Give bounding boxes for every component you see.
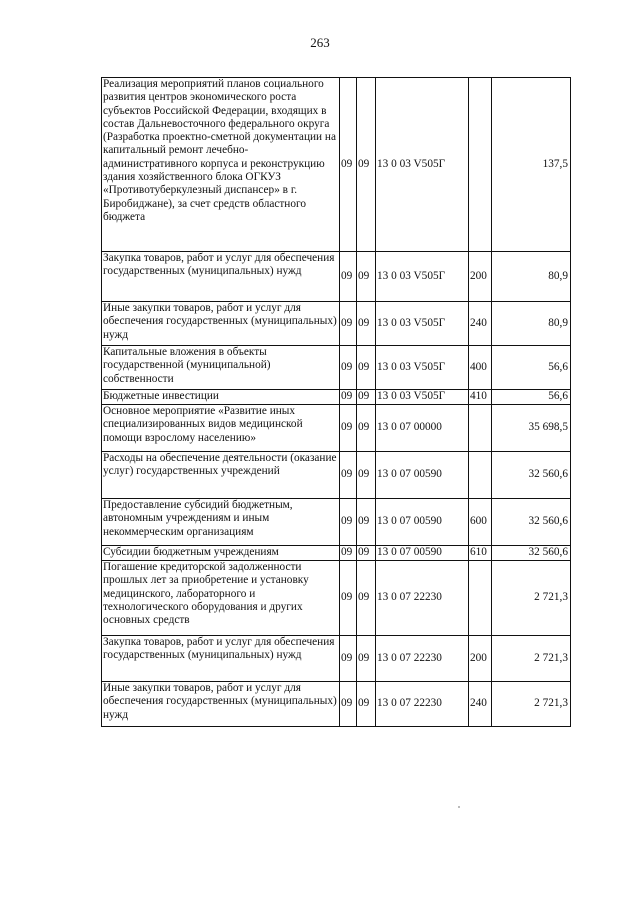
- target-article-code: 13 0 07 00590: [376, 499, 469, 546]
- target-article-code: 13 0 03 V505Г: [376, 346, 469, 390]
- expense-type-code: [469, 561, 492, 636]
- table-row: [102, 302, 571, 346]
- target-article-code: 13 0 07 22230: [376, 682, 469, 727]
- ministry-code: 09: [340, 546, 357, 561]
- ministry-code: 09: [340, 452, 357, 499]
- ministry-code: 09: [340, 390, 357, 405]
- page-number: 263: [310, 35, 330, 50]
- row-name: Иные закупки товаров, работ и услуг для обеспечения государственных (муниципальных) нужд: [102, 682, 340, 727]
- budget-table-body: [102, 78, 571, 727]
- section-code: 09: [357, 561, 376, 636]
- target-article-code: 13 0 07 22230: [376, 561, 469, 636]
- amount: 137,5: [492, 78, 571, 252]
- section-code: 09: [357, 546, 376, 561]
- row-name: Иные закупки товаров, работ и услуг для обеспечения государственных (муниципальных) нужд: [102, 302, 340, 346]
- row-name: Предоставление субсидий бюджетным, автономным учреждениям и иным некоммерческим организациям: [102, 499, 340, 546]
- row-name: Субсидии бюджетным учреждениям: [102, 546, 340, 561]
- expense-type-code: 200: [469, 636, 492, 682]
- expense-type-code: 400: [469, 346, 492, 390]
- amount: 2 721,3: [492, 561, 571, 636]
- amount: 32 560,6: [492, 546, 571, 561]
- section-code: 09: [357, 252, 376, 302]
- table-row: [102, 346, 571, 390]
- section-code: 09: [357, 390, 376, 405]
- row-name: Закупка товаров, работ и услуг для обеспечения государственных (муниципальных) нужд: [102, 636, 340, 682]
- section-code: 09: [357, 499, 376, 546]
- section-code: 09: [357, 346, 376, 390]
- row-name: Реализация мероприятий планов социального развития центров экономического роста субъектов Российской Федерации, входящих в состав Дальневосточного федерального округа (Разработка проектно-сметной документации на капитальный ремонт лечебно-административного корпуса и реконструкцию здания хозяйственного блока ОГКУЗ «Противотуберкулезный диспансер» в г. Биробиджане), за счет средств областного бюджета: [102, 78, 340, 252]
- expense-type-code: 600: [469, 499, 492, 546]
- table-row: [102, 252, 571, 302]
- amount: 80,9: [492, 252, 571, 302]
- section-code: 09: [357, 78, 376, 252]
- expense-type-code: [469, 452, 492, 499]
- ministry-code: 09: [340, 561, 357, 636]
- ministry-code: 09: [340, 682, 357, 727]
- amount: 2 721,3: [492, 636, 571, 682]
- table-row: [102, 390, 571, 405]
- expense-type-code: 240: [469, 302, 492, 346]
- ministry-code: 09: [340, 252, 357, 302]
- amount: 2 721,3: [492, 682, 571, 727]
- expense-type-code: 240: [469, 682, 492, 727]
- row-name: Погашение кредиторской задолженности прошлых лет за приобретение и установку медицинского, лабораторного и технологического оборудования и других основных средств: [102, 561, 340, 636]
- amount: 56,6: [492, 346, 571, 390]
- section-code: 09: [357, 302, 376, 346]
- target-article-code: 13 0 03 V505Г: [376, 302, 469, 346]
- expense-type-code: 610: [469, 546, 492, 561]
- ministry-code: 09: [340, 78, 357, 252]
- expense-type-code: 410: [469, 390, 492, 405]
- scan-speck: [458, 806, 460, 808]
- budget-table: [101, 77, 571, 727]
- row-name: Бюджетные инвестиции: [102, 390, 340, 405]
- amount: 56,6: [492, 390, 571, 405]
- table-row: [102, 78, 571, 252]
- table-row: [102, 682, 571, 727]
- ministry-code: 09: [340, 636, 357, 682]
- row-name: Закупка товаров, работ и услуг для обеспечения государственных (муниципальных) нужд: [102, 252, 340, 302]
- ministry-code: 09: [340, 405, 357, 452]
- row-name: Расходы на обеспечение деятельности (оказание услуг) государственных учреждений: [102, 452, 340, 499]
- target-article-code: 13 0 07 00000: [376, 405, 469, 452]
- amount: 80,9: [492, 302, 571, 346]
- amount: 35 698,5: [492, 405, 571, 452]
- amount: 32 560,6: [492, 499, 571, 546]
- section-code: 09: [357, 405, 376, 452]
- table-row: [102, 499, 571, 546]
- section-code: 09: [357, 636, 376, 682]
- target-article-code: 13 0 03 V505Г: [376, 78, 469, 252]
- ministry-code: 09: [340, 499, 357, 546]
- expense-type-code: [469, 78, 492, 252]
- table-row: [102, 405, 571, 452]
- amount: 32 560,6: [492, 452, 571, 499]
- table-row: [102, 546, 571, 561]
- section-code: 09: [357, 682, 376, 727]
- target-article-code: 13 0 07 22230: [376, 636, 469, 682]
- row-name: Капитальные вложения в объекты государственной (муниципальной) собственности: [102, 346, 340, 390]
- section-code: 09: [357, 452, 376, 499]
- target-article-code: 13 0 07 00590: [376, 452, 469, 499]
- ministry-code: 09: [340, 346, 357, 390]
- expense-type-code: 200: [469, 252, 492, 302]
- target-article-code: 13 0 07 00590: [376, 546, 469, 561]
- table-row: [102, 452, 571, 499]
- table-row: [102, 636, 571, 682]
- table-row: [102, 561, 571, 636]
- row-name: Основное мероприятие «Развитие иных специализированных видов медицинской помощи взрослому населению»: [102, 405, 340, 452]
- target-article-code: 13 0 03 V505Г: [376, 252, 469, 302]
- target-article-code: 13 0 03 V505Г: [376, 390, 469, 405]
- ministry-code: 09: [340, 302, 357, 346]
- expense-type-code: [469, 405, 492, 452]
